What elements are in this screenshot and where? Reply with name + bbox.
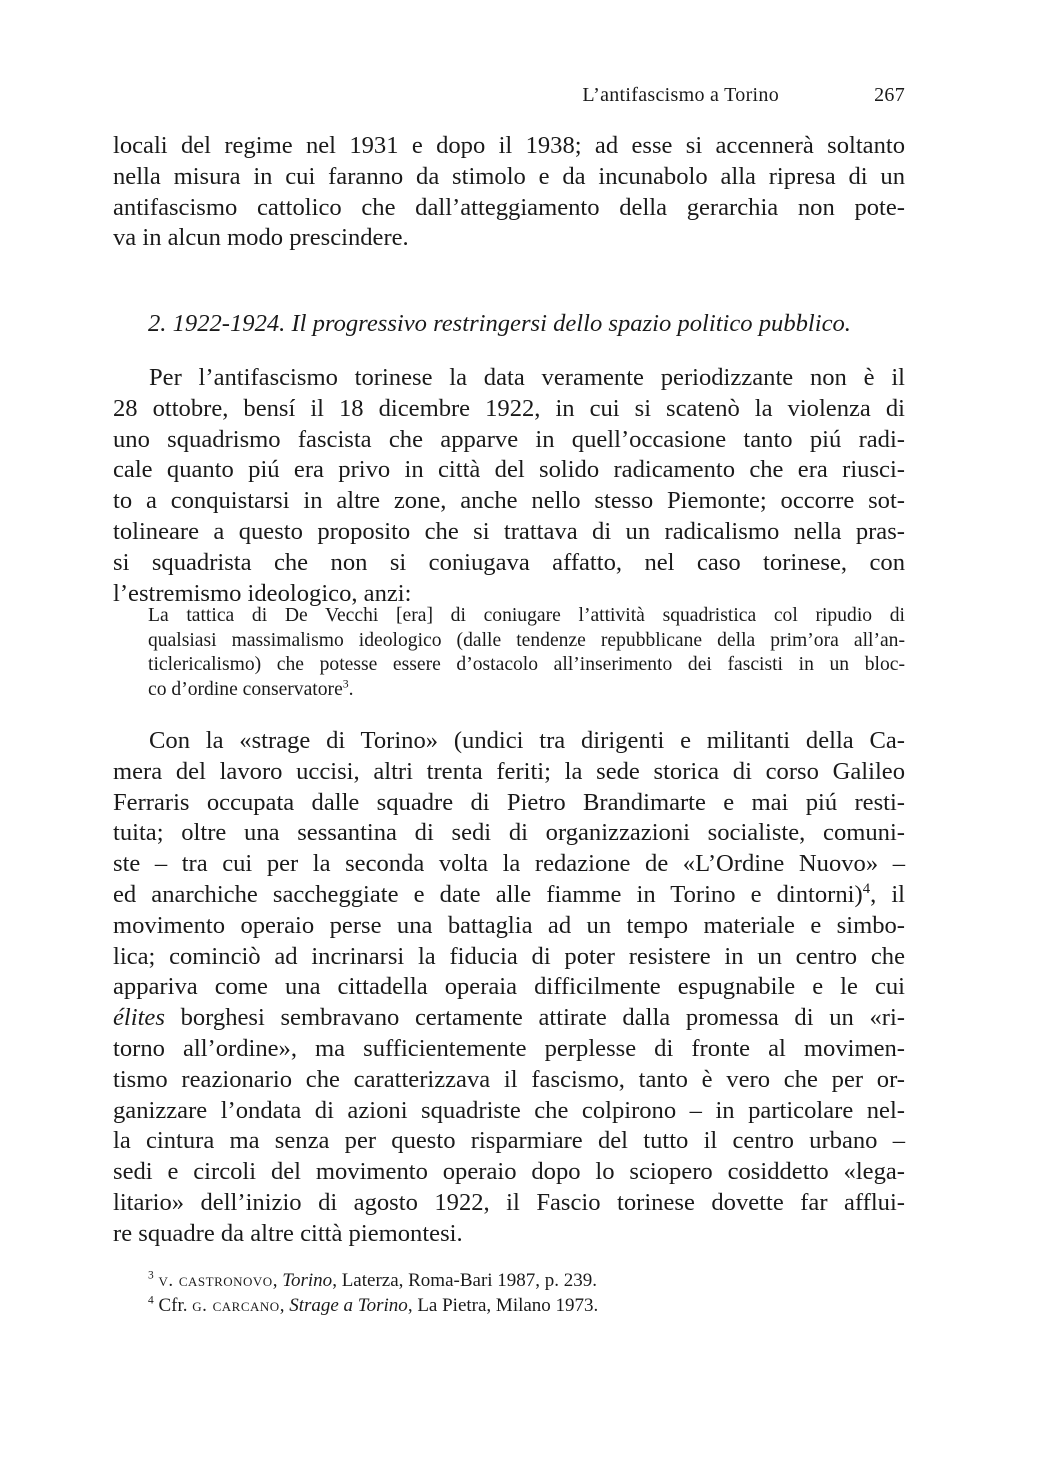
text-line: si squadrista che non si coniugava affatto, nel caso torinese, con [113, 548, 905, 576]
text-line: litario» dell’inizio di agosto 1922, il Fascio torinese dovette far afflui- [113, 1188, 905, 1216]
text-line: ganizzare l’ondata di azioni squadriste che colpirono – in particolare nel- [113, 1096, 905, 1124]
footnote-4: $^4$ Cfr. g. carcano, Strage a Torino, La Pietra, Milano 1973. [148, 1294, 599, 1316]
text-line: Con la «strage di Torino» (undici tra dirigenti e militanti della Ca- [149, 727, 905, 754]
text-line: tismo reazionario che caratterizzava il fascismo, tanto è vero che per or- [113, 1065, 905, 1093]
italic-term: élites [113, 1004, 165, 1032]
text-line: tolineare a questo proposito che si trattava di un radicalismo nella pras- [113, 517, 905, 545]
footnote-author: g. carcano [192, 1295, 280, 1316]
quote-line: ticlericalismo) che potesse essere d’ostacolo all’inserimento dei fascisti in un bloc- [148, 654, 905, 676]
footnote-ref-4[interactable]: 4 [862, 880, 871, 897]
footnote-title: Torino [282, 1270, 333, 1291]
text-line [113, 880, 905, 911]
text-line-part: ed anarchiche saccheggiate e date alle fiamme in Torino e dintorni) [113, 880, 863, 908]
paragraph-1 [113, 131, 905, 254]
text-line-tail: , il [870, 880, 905, 908]
quote-line: co d’ordine conservatore$^3$. [148, 677, 354, 700]
paragraph-2 [113, 363, 905, 609]
footnote-ref-3[interactable]: 3 [342, 677, 349, 691]
text-line: sedi e circoli del movimento operaio dopo lo sciopero cosiddetto «lega- [113, 1158, 905, 1186]
quote-line: La tattica di De Vecchi [era] di coniugare l’attività squadristica col ripudio di [148, 605, 905, 626]
footnote-rest: , La Pietra, Milano 1973. [407, 1295, 599, 1316]
footnote-number: 3 [148, 1269, 154, 1282]
text-line: l’estremismo ideologico, anzi: [113, 579, 412, 607]
block-quote [148, 604, 905, 702]
text-line [113, 1003, 905, 1034]
text-line: va in alcun modo prescindere. [113, 224, 409, 252]
page-number: 267 [874, 84, 905, 106]
footnote-author: v. castronovo [158, 1270, 273, 1291]
quote-line: qualsiasi massimalismo ideologico (dalle tendenze repubblicane della prim’ora all’an- [148, 629, 905, 651]
footnote-3: $^3$ v. castronovo, Torino, Laterza, Roma-Bari 1987, p. 239. [148, 1269, 598, 1291]
text-line: appariva come una cittadella operaia difficilmente espugnabile e le cui [113, 973, 905, 1001]
paragraph-3 [113, 726, 905, 1250]
running-head [113, 84, 905, 114]
running-head-title: L’antifascismo a Torino [582, 84, 779, 106]
text-line: antifascismo cattolico che dall’atteggiamento della gerarchia non pote- [113, 193, 905, 221]
text-line: movimento operaio perse una battaglia ad un tempo materiale e simbo- [113, 911, 905, 939]
text-line: la cintura ma senza per questo risparmiare del tutto il centro urbano – [113, 1127, 905, 1155]
text-line: locali del regime nel 1931 e dopo il 1938; ad esse si accennerà soltanto [113, 132, 905, 159]
footnote-number: 4 [148, 1294, 154, 1307]
text-line: mera del lavoro uccisi, altri trenta feriti; la sede storica di corso Galileo [113, 757, 905, 785]
text-line: torno all’ordine», ma sufficientemente perplesse di fronte al movimen- [113, 1034, 905, 1062]
text-line: ste – tra cui per la seconda volta la redazione de «L’Ordine Nuovo» – [113, 850, 905, 878]
quote-line-text: co d’ordine conservatore [148, 678, 343, 700]
footnote-prefix: Cfr. [158, 1295, 193, 1316]
footnote-title: Strage a Torino [289, 1295, 408, 1316]
footnote-rest: , Laterza, Roma-Bari 1987, p. 239. [332, 1270, 598, 1291]
text-line: Ferraris occupata dalle squadre di Pietro Brandimarte e mai piú resti- [113, 788, 905, 816]
section-heading: 2. 1922-1924. Il progressivo restringersi dello spazio politico pubblico. [148, 310, 851, 337]
text-line-part: borghesi sembravano certamente attirate dalla promessa di un «ri- [164, 1004, 905, 1032]
text-line: lica; cominciò ad incrinarsi la fiducia di poter resistere in un centro che [113, 942, 905, 970]
text-line: uno squadrismo fascista che apparve in quell’occasione tanto piú radi- [113, 425, 905, 453]
text-line: Per l’antifascismo torinese la data veramente periodizzante non è il [149, 364, 905, 391]
text-line: nella misura in cui faranno da stimolo e da incunabolo alla ripresa di un [113, 162, 905, 190]
footnotes [148, 1268, 908, 1318]
text-line: to a conquistarsi in altre zone, anche nello stesso Piemonte; occorre sot- [113, 487, 905, 515]
text-line: tuita; oltre una sessantina di sedi di organizzazioni socialiste, comuni- [113, 819, 905, 847]
text-line: re squadre da altre città piemontesi. [113, 1219, 463, 1247]
text-line: cale quanto piú era privo in città del solido radicamento che era riusci- [113, 456, 905, 484]
text-line: 28 ottobre, bensí il 18 dicembre 1922, in cui si scatenò la violenza di [113, 394, 905, 422]
